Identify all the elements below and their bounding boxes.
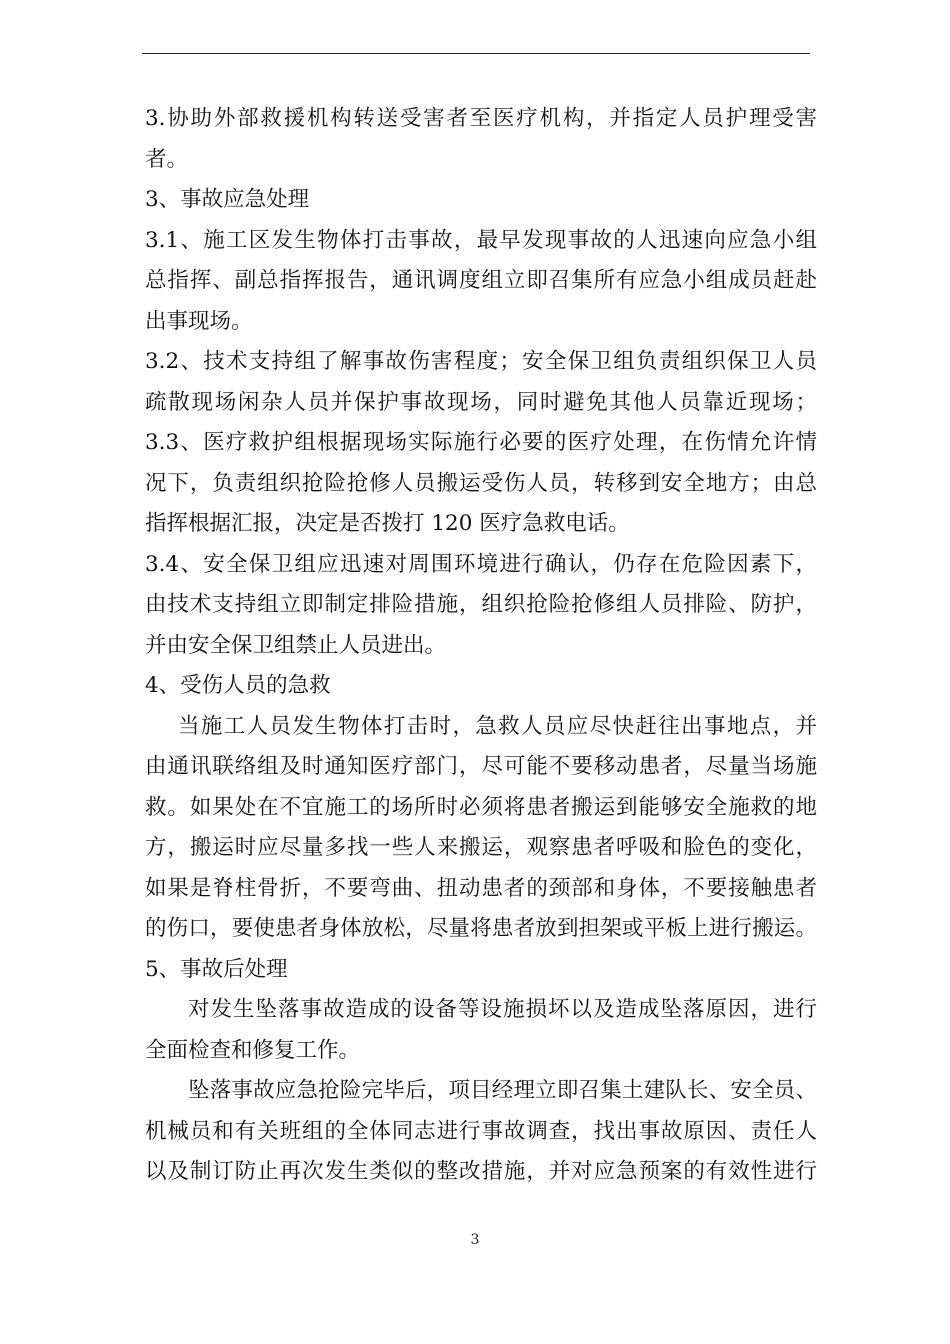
paragraph-line: 3.2、技术支持组了解事故伤害程度；安全保卫组负责组织保卫人员 bbox=[145, 349, 817, 374]
document-body bbox=[145, 99, 817, 1193]
section-heading: 4、受伤人员的急救 bbox=[145, 673, 331, 698]
paragraph-line: 机械员和有关班组的全体同志进行事故调查，找出事故原因、责任人 bbox=[145, 1118, 817, 1144]
paragraph-line: 并由安全保卫组禁止人员进出。 bbox=[145, 632, 447, 658]
paragraph-line: 由通讯联络组及时通知医疗部门，尽可能不要移动患者，尽量当场施 bbox=[145, 754, 817, 779]
paragraph-line: 对发生坠落事故造成的设备等设施损坏以及造成坠落原因，进行 bbox=[188, 997, 817, 1022]
section-heading: 3、事故应急处理 bbox=[145, 187, 310, 212]
header-rule bbox=[142, 53, 810, 54]
paragraph-line: 全面检查和修复工作。 bbox=[145, 1037, 361, 1063]
paragraph-line: 方，搬运时应尽量多找一些人来搬运，观察患者呼吸和脸色的变化， bbox=[145, 835, 817, 860]
paragraph-line: 的伤口，要使患者身体放松，尽量将患者放到担架或平板上进行搬运。 bbox=[145, 916, 817, 941]
paragraph-line: 3.协助外部救援机构转送受害者至医疗机构，并指定人员护理受害 bbox=[145, 106, 817, 131]
paragraph-line: 3.3、医疗救护组根据现场实际施行必要的医疗处理，在伤情允许情 bbox=[145, 430, 817, 455]
paragraph-line: 救。如果处在不宜施工的场所时必须将患者搬运到能够安全施救的地 bbox=[145, 794, 817, 820]
paragraph-line: 由技术支持组立即制定排险措施，组织抢险抢修组人员排险、防护， bbox=[145, 592, 817, 617]
section-heading: 5、事故后处理 bbox=[145, 956, 288, 982]
paragraph-line: 当施工人员发生物体打击时，急救人员应尽快赶往出事地点，并 bbox=[178, 713, 817, 739]
paragraph-line: 如果是脊柱骨折，不要弯曲、扭动患者的颈部和身体，不要接触患者 bbox=[145, 875, 817, 901]
paragraph-line: 者。 bbox=[145, 146, 189, 172]
paragraph-line: 3.4、安全保卫组应迅速对周围环境进行确认，仍存在危险因素下， bbox=[145, 551, 817, 577]
paragraph-line: 总指挥、副总指挥报告，通讯调度组立即召集所有应急小组成员赶赴 bbox=[145, 268, 817, 293]
paragraph-line: 指挥根据汇报，决定是否拨打 120 医疗急救电话。 bbox=[145, 511, 630, 536]
paragraph-line: 坠落事故应急抢险完毕后，项目经理立即召集土建队长、安全员、 bbox=[188, 1078, 817, 1103]
paragraph-line: 3.1、施工区发生物体打击事故，最早发现事故的人迅速向应急小组 bbox=[145, 227, 817, 253]
paragraph-line: 疏散现场闲杂人员并保护事故现场，同时避免其他人员靠近现场； bbox=[145, 389, 817, 415]
paragraph-line: 以及制订防止再次发生类似的整改措施，并对应急预案的有效性进行 bbox=[145, 1159, 817, 1184]
paragraph-line: 出事现场。 bbox=[145, 308, 253, 334]
paragraph-line: 况下，负责组织抢险抢修人员搬运受伤人员，转移到安全地方；由总 bbox=[145, 470, 817, 496]
page-number: 3 bbox=[470, 1232, 480, 1248]
